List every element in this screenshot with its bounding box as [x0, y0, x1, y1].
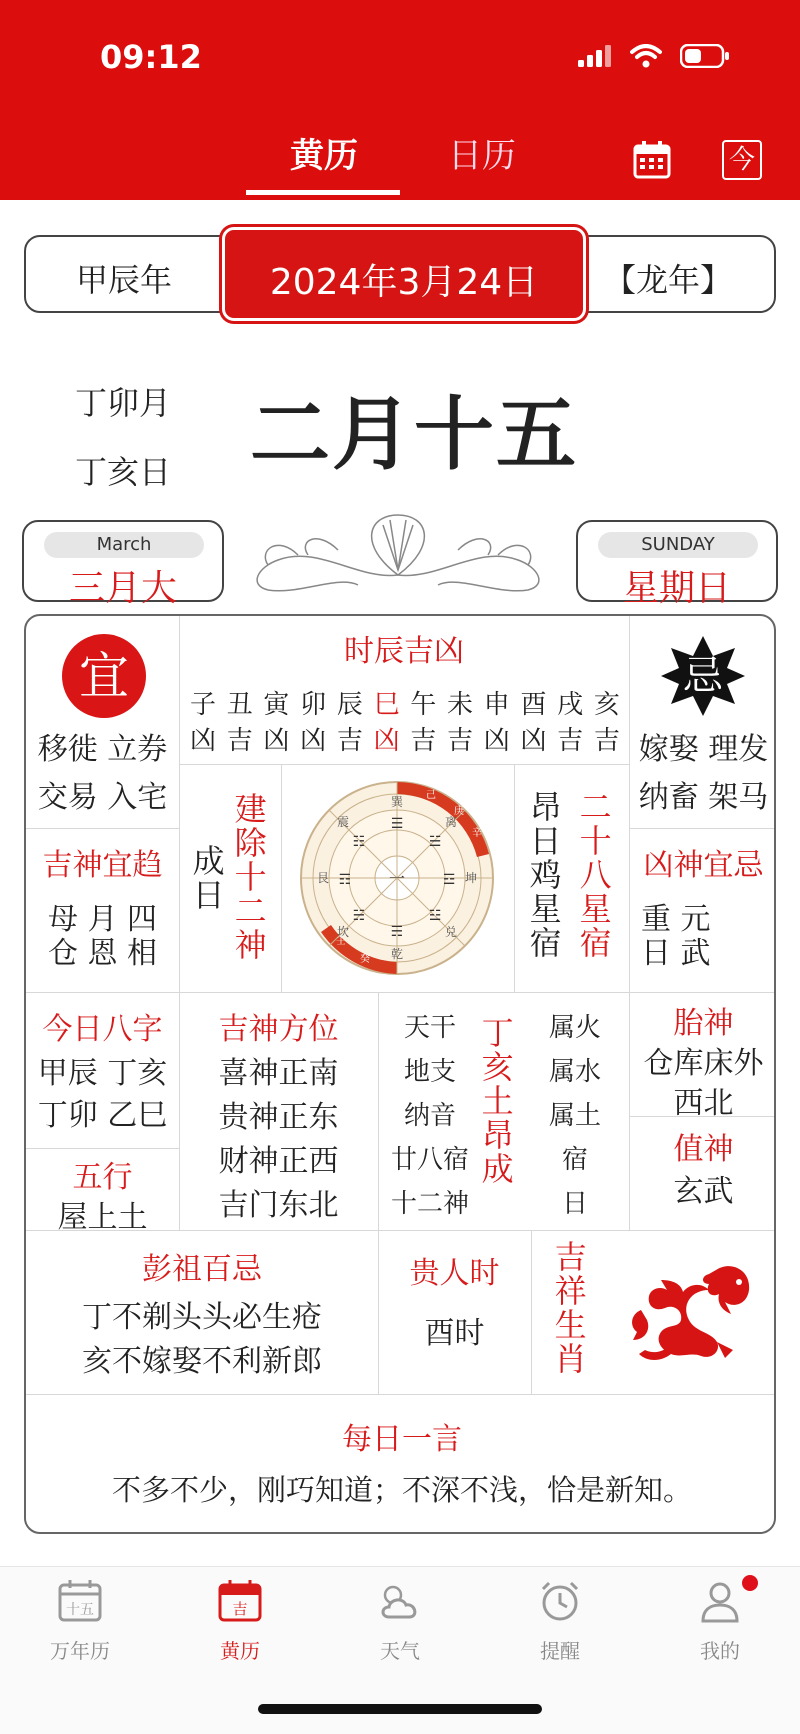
hour-branch-current: 巳: [373, 690, 400, 720]
year-animal: 【龙年】: [603, 261, 732, 299]
trigram: ☴: [390, 924, 404, 940]
zhishen-title: 值神: [673, 1132, 734, 1167]
twelve-gods-title: 建除十二神: [229, 792, 268, 962]
weather-icon: [375, 1579, 425, 1623]
twelve-gods-value: 成日: [187, 844, 226, 912]
mansions-cell: [514, 764, 629, 992]
wuxing-title: 五行: [72, 1160, 133, 1195]
trigram: ☰: [390, 816, 404, 832]
nav-label: 提醒: [540, 1639, 580, 1663]
nav-label: 我的: [700, 1639, 740, 1663]
weekday-badge: [576, 520, 778, 609]
jishen-line1: 母 月 四: [47, 902, 158, 937]
trigram: ☵: [352, 908, 366, 924]
almanac-icon: [217, 1579, 263, 1623]
hour-branch: 未: [447, 690, 474, 720]
hour-fortune: 吉: [336, 726, 363, 756]
battery-icon: [680, 44, 730, 68]
ganzhi-labels: [386, 1006, 474, 1226]
pengzu-cell: [26, 1230, 378, 1394]
ganzhi-value: 属土: [548, 1101, 601, 1131]
year-ganzhi: 甲辰年: [76, 261, 173, 299]
hour-fortune: 凶: [483, 726, 510, 756]
month-ganzhi: 丁卯月: [75, 384, 172, 422]
user-icon: [697, 1579, 743, 1623]
yi-cell: [26, 616, 179, 828]
trigram: ☱: [428, 834, 442, 850]
nav-profile[interactable]: [660, 1579, 780, 1664]
guiren-title: 贵人时: [409, 1256, 500, 1291]
hour-branch: 丑: [226, 690, 253, 720]
hour-fortune: 吉: [447, 726, 474, 756]
calendar-icon[interactable]: [632, 140, 672, 180]
tab-underline: [246, 190, 400, 195]
ji-line1: 嫁娶 理发: [638, 732, 769, 767]
xiongshen-title: 凶神宜忌: [643, 848, 764, 883]
twelve-gods-cell: [179, 764, 281, 992]
fangwei-item: 喜神正南: [218, 1056, 339, 1091]
jishen-line2: 仓 恩 相: [47, 936, 158, 971]
hour-fortune: 吉: [226, 726, 253, 756]
almanac-grid: [24, 614, 776, 1534]
nav-wannianli[interactable]: [20, 1579, 140, 1664]
outer-label: 辛: [472, 828, 482, 839]
nav-huangli[interactable]: [180, 1579, 300, 1664]
outer-label: 庚: [454, 806, 464, 817]
hour-branch: 午: [410, 690, 437, 720]
ring-label: 兑: [444, 925, 458, 939]
hour-fortune: 吉: [557, 726, 584, 756]
hour-fortunes: [185, 720, 625, 757]
home-indicator: [258, 1704, 542, 1714]
jishen-cell: [26, 828, 179, 992]
pengzu-title: 彭祖百忌: [142, 1252, 262, 1287]
ganzhi-label: 十二神: [390, 1189, 469, 1219]
ganzhi-center: 丁亥土昂成: [476, 1016, 515, 1186]
hour-branch: 酉: [520, 690, 547, 720]
compass-cell: [281, 764, 514, 992]
dragon-icon: [621, 1250, 761, 1370]
pengzu-line1: 丁不剃头头必生疮: [82, 1300, 322, 1335]
hour-fortune: 吉: [410, 726, 437, 756]
ring-label: 坤: [464, 871, 478, 885]
month-badge: [22, 520, 224, 609]
bazi-cell: [26, 992, 179, 1148]
ji-cell: [629, 616, 776, 828]
wuxing-cell: [26, 1148, 179, 1235]
xiongshen-line1: 重 元: [641, 902, 711, 937]
taishen-line2: 西北: [673, 1086, 734, 1121]
ganzhi-table-cell: [378, 992, 629, 1230]
wuxing-value: 屋上土: [57, 1200, 148, 1235]
hour-fortune: 凶: [300, 726, 327, 756]
alarm-clock-icon: [537, 1579, 583, 1623]
yi-badge: 宜: [62, 634, 146, 718]
ring-label: 巽: [390, 795, 404, 809]
ganzhi-value: 属水: [548, 1057, 601, 1087]
ganzhi-values: [530, 1006, 620, 1226]
status-icons: [578, 44, 730, 68]
hour-branches: [185, 684, 625, 721]
daily-quote-cell: [26, 1394, 776, 1534]
nav-label: 天气: [380, 1639, 420, 1663]
xiongshen-cell: [629, 828, 776, 992]
ganzhi-label: 地支: [403, 1057, 456, 1087]
daily-title: 每日一言: [342, 1422, 462, 1457]
yi-line1: 移徙 立券: [37, 732, 168, 767]
hours-cell: [179, 616, 629, 764]
ganzhi-value: 日: [561, 1189, 588, 1219]
hour-branch: 亥: [593, 690, 620, 720]
taishen-cell: [629, 992, 776, 1121]
xiongshen-line2: 日 武: [641, 936, 711, 971]
tab-huangli[interactable]: 黄历: [290, 136, 358, 176]
outer-label: 己: [426, 790, 436, 801]
hour-branch: 戌: [557, 690, 584, 720]
guiren-value: 酉时: [424, 1316, 485, 1351]
ring-label: 震: [336, 815, 350, 829]
jishen-title: 吉神宜趋: [42, 848, 163, 883]
taishen-title: 胎神: [673, 1006, 734, 1041]
fangwei-item: 吉门东北: [218, 1188, 339, 1223]
lunar-month-size: 三月大: [68, 568, 177, 609]
hour-fortune: 凶: [189, 726, 216, 756]
weekday-chinese: 星期日: [622, 568, 731, 609]
bazi-title: 今日八字: [42, 1012, 163, 1047]
hours-title: 时辰吉凶: [344, 634, 464, 669]
ring-label: 坎: [336, 925, 350, 939]
hour-fortune: 凶: [263, 726, 290, 756]
nav-label: 万年历: [50, 1639, 110, 1663]
yi-line2: 交易 入宅: [37, 780, 168, 815]
mansions-title: 二十八星宿: [574, 790, 613, 960]
fangwei-item: 贵神正东: [218, 1100, 339, 1135]
ring-label: 离: [444, 815, 458, 829]
trigram: ☳: [428, 908, 442, 924]
bazi-line1: 甲辰 丁亥: [37, 1056, 168, 1091]
hour-branch: 卯: [300, 690, 327, 720]
trigram: ☷: [352, 834, 366, 850]
bazi-line2: 丁卯 乙巳: [37, 1098, 168, 1133]
ji-char: 忌: [683, 653, 723, 699]
today-button[interactable]: 今: [722, 140, 762, 180]
signal-icon: [578, 45, 612, 67]
month-english: March: [44, 532, 204, 558]
zhishen-value: 玄武: [673, 1174, 734, 1209]
outer-label: 癸: [360, 954, 370, 965]
nav-reminder[interactable]: [500, 1579, 620, 1664]
outer-label: 壬: [336, 936, 346, 947]
ganzhi-value: 宿: [561, 1145, 588, 1175]
ganzhi-label: 廿八宿: [390, 1145, 469, 1175]
calendar-icon: [57, 1579, 103, 1623]
hour-branch: 寅: [263, 690, 290, 720]
day-ganzhi: 丁亥日: [75, 453, 172, 491]
hour-branch: 申: [483, 690, 510, 720]
weekday-english: SUNDAY: [598, 532, 758, 558]
taishen-line1: 仓库床外: [643, 1046, 764, 1081]
hour-fortune: 吉: [593, 726, 620, 756]
shengxiao-cell: [531, 1230, 776, 1394]
ring-label: 艮: [316, 871, 330, 885]
status-time: 09:12: [100, 38, 202, 76]
trigram: ☲: [442, 872, 456, 888]
ganzhi-label: 天干: [403, 1013, 456, 1043]
mansions-value: 昂日鸡星宿: [524, 790, 563, 960]
hour-fortune: 凶: [520, 726, 547, 756]
date-bar: [24, 235, 776, 313]
zhishen-cell: [629, 1116, 776, 1230]
daily-quote: 不多不少，刚巧知道；不深不浅，恰是新知。: [111, 1473, 692, 1507]
solar-date: 2024年3月24日: [269, 262, 539, 303]
wifi-icon: [630, 44, 662, 68]
trigram: ☶: [338, 872, 352, 888]
ornament-icon: [238, 505, 558, 600]
nav-weather[interactable]: [340, 1579, 460, 1664]
tab-rili[interactable]: 日历: [448, 136, 516, 176]
hour-fortune-current: 凶: [373, 726, 400, 756]
lunar-date: 二月十五: [250, 388, 578, 481]
fangwei-item: 财神正西: [218, 1144, 339, 1179]
bagua-compass-icon: [281, 764, 514, 992]
nav-icon-text: 十五: [66, 1602, 94, 1618]
nav-icon-text: 吉: [232, 1600, 248, 1618]
compass-center: 一: [388, 869, 406, 888]
hour-branch: 子: [189, 690, 216, 720]
fangwei-title: 吉神方位: [218, 1012, 339, 1047]
guiren-cell: [378, 1230, 531, 1394]
notification-dot: [742, 1575, 758, 1591]
hour-branch: 辰: [336, 690, 363, 720]
ring-label: 乾: [390, 947, 404, 961]
solar-date-button[interactable]: [222, 227, 586, 321]
ganzhi-label: 纳音: [403, 1101, 456, 1131]
ganzhi-value: 属火: [548, 1013, 601, 1043]
pengzu-line2: 亥不嫁娶不利新郎: [82, 1344, 322, 1379]
fangwei-cell: [179, 992, 378, 1230]
nav-label: 黄历: [220, 1639, 260, 1663]
ji-line2: 纳畜 架马: [638, 780, 769, 815]
shengxiao-title: 吉祥生肖: [549, 1240, 588, 1376]
header-bar: [0, 0, 800, 200]
